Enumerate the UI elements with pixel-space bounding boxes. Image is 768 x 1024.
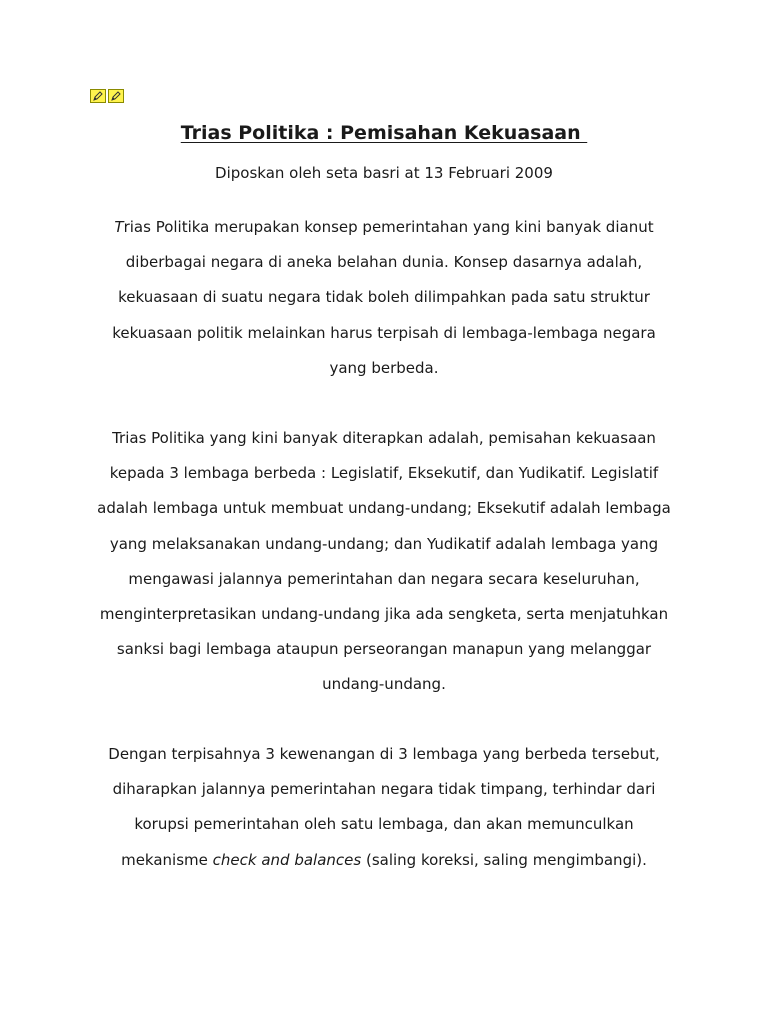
paragraph-line: diharapkan jalannya pemerintahan negara tidak timpang, terhindar dari	[112, 780, 656, 799]
paragraph-line: diberbagai negara di aneka belahan dunia. Konsep dasarnya adalah,	[125, 253, 643, 272]
paragraph-line: adalah lembaga untuk membuat undang-undang; Eksekutif adalah lembaga	[97, 499, 671, 518]
pencil-icon-glyph	[110, 90, 122, 102]
paragraph-line	[80, 843, 688, 878]
paragraph-line: kekuasaan di suatu negara tidak boleh dilimpahkan pada satu struktur	[118, 288, 650, 307]
paragraph-conclusion	[80, 737, 688, 878]
drop-letter: T	[114, 218, 124, 236]
paragraph-line: yang melaksanakan undang-undang; dan Yudikatif adalah lembaga yang	[109, 534, 659, 553]
paragraph-line: mengawasi jalannya pemerintahan dan negara secara keseluruhan,	[128, 569, 640, 588]
paragraph-line: kekuasaan politik melainkan harus terpisah di lembaga-lembaga negara	[112, 323, 656, 342]
page-title: Trias Politika : Pemisahan Kekuasaan	[180, 122, 588, 144]
paragraph-line-text: rias Politika merupakan konsep pemerintahan yang kini banyak dianut	[123, 218, 654, 236]
italic-term: check and balances	[212, 850, 362, 869]
paragraph-line: kepada 3 lembaga berbeda : Legislatif, Eksekutif, dan Yudikatif. Legislatif	[109, 464, 659, 483]
paragraph-line: Dengan terpisahnya 3 kewenangan di 3 lembaga yang berbeda tersebut,	[108, 745, 660, 763]
paragraph-line: yang berbeda.	[329, 358, 439, 377]
paragraph-line: Trias Politika yang kini banyak diterapkan adalah, pemisahan kekuasaan	[112, 429, 656, 447]
toolbar-icons	[90, 89, 124, 103]
paragraph-line: menginterpretasikan undang-undang jika ada sengketa, serta menjatuhkan	[99, 605, 669, 624]
paragraph-line: korupsi pemerintahan oleh satu lembaga, dan akan memunculkan	[134, 815, 634, 834]
paragraph-intro	[80, 210, 688, 386]
pencil-icon[interactable]	[108, 89, 124, 103]
line-suffix: (saling koreksi, saling mengimbangi).	[361, 850, 647, 869]
paragraph-separation	[80, 421, 688, 703]
paragraph-line: undang-undang.	[322, 675, 446, 694]
pencil-icon[interactable]	[90, 89, 106, 103]
line-prefix: mekanisme	[121, 850, 213, 869]
pencil-icon-glyph	[92, 90, 104, 102]
post-byline: Diposkan oleh seta basri at 13 Februari 2009	[215, 164, 553, 182]
paragraph-line: sanksi bagi lembaga ataupun perseorangan manapun yang melanggar	[116, 640, 652, 659]
paragraph-line	[80, 210, 688, 245]
